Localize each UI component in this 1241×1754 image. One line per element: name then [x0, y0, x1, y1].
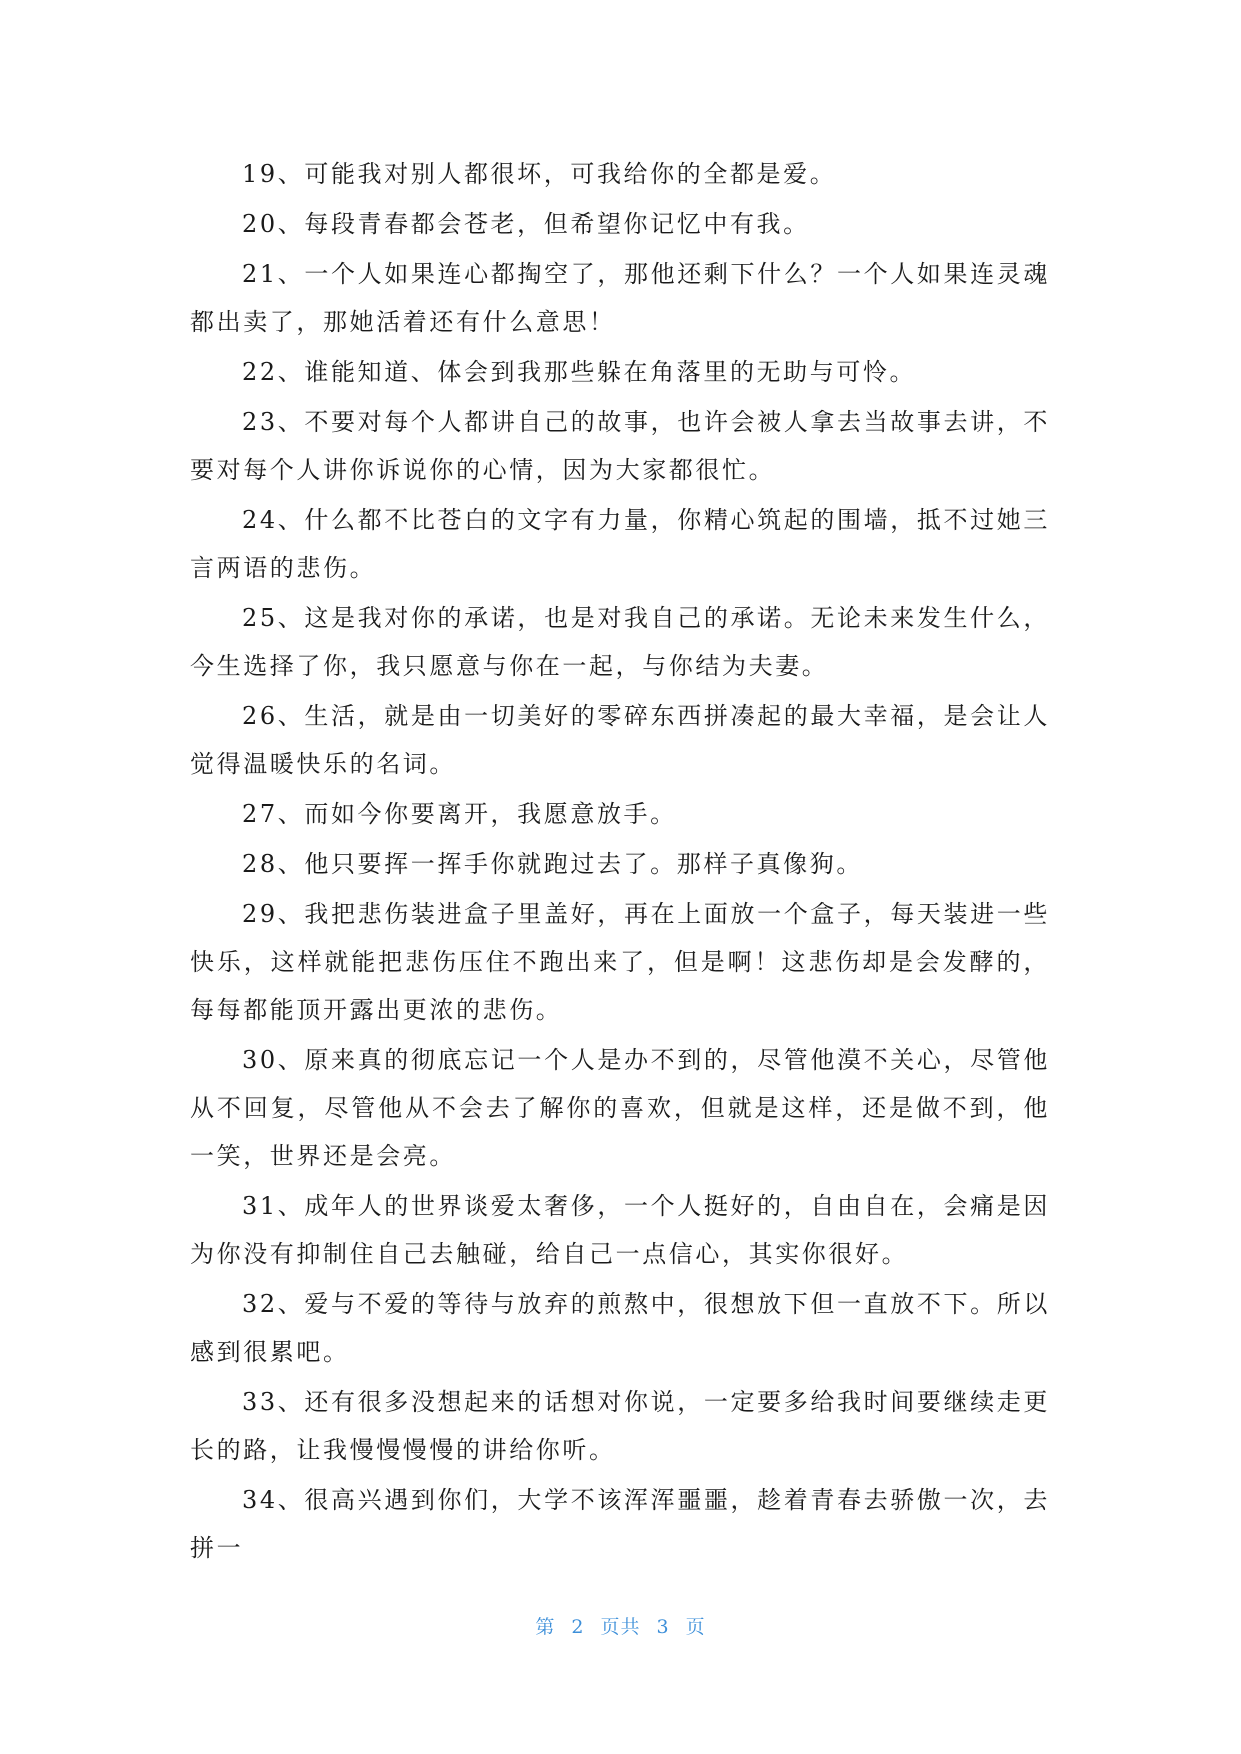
paragraph-31: 31、成年人的世界谈爱太奢侈，一个人挺好的，自由自在，会痛是因为你没有抑制住自己去触碰，给自己一点信心，其实你很好。: [190, 1192, 1050, 1268]
paragraph-22: 22、谁能知道、体会到我那些躲在角落里的无助与可怜。: [242, 358, 917, 386]
paragraph-20: 20、每段青春都会苍老，但希望你记忆中有我。: [242, 210, 810, 238]
page-footer: [0, 1612, 1241, 1639]
paragraph-19: 19、可能我对别人都很坏，可我给你的全都是爱。: [242, 160, 837, 188]
paragraph-23: 23、不要对每个人都讲自己的故事，也许会被人拿去当故事去讲，不要对每个人讲你诉说你的心情，因为大家都很忙。: [190, 408, 1050, 484]
document-body: [190, 150, 1050, 1574]
footer-di: 第: [535, 1616, 556, 1638]
paragraph-32: 32、爱与不爱的等待与放弃的煎熬中，很想放下但一直放不下。所以感到很累吧。: [190, 1290, 1050, 1366]
paragraph-34: 34、很高兴遇到你们，大学不该浑浑噩噩，趁着青春去骄傲一次，去拼一: [190, 1486, 1050, 1562]
paragraph-28: 28、他只要挥一挥手你就跑过去了。那样子真像狗。: [242, 850, 863, 878]
paragraph-25: 25、这是我对你的承诺，也是对我自己的承诺。无论未来发生什么，今生选择了你，我只愿意与你在一起，与你结为夫妻。: [190, 604, 1050, 680]
paragraph-27: 27、而如今你要离开，我愿意放手。: [242, 800, 677, 828]
paragraph-26: 26、生活，就是由一切美好的零碎东西拼凑起的最大幸福，是会让人觉得温暖快乐的名词。: [190, 702, 1050, 778]
footer-total-pages: 3: [656, 1616, 670, 1638]
paragraph-24: 24、什么都不比苍白的文字有力量，你精心筑起的围墙，抵不过她三言两语的悲伤。: [190, 506, 1050, 582]
paragraph-30: 30、原来真的彻底忘记一个人是办不到的，尽管他漠不关心，尽管他从不回复，尽管他从不会去了解你的喜欢，但就是这样，还是做不到，他一笑，世界还是会亮。: [190, 1046, 1050, 1170]
paragraph-21: 21、一个人如果连心都掏空了，那他还剩下什么？一个人如果连灵魂都出卖了，那她活着还有什么意思！: [190, 260, 1050, 336]
footer-ye-gong: 页共: [600, 1616, 641, 1638]
footer-ye: 页: [685, 1616, 706, 1638]
paragraph-29: 29、我把悲伤装进盒子里盖好，再在上面放一个盒子，每天装进一些快乐，这样就能把悲伤压住不跑出来了，但是啊！这悲伤却是会发酵的，每每都能顶开露出更浓的悲伤。: [190, 900, 1050, 1024]
paragraph-33: 33、还有很多没想起来的话想对你说，一定要多给我时间要继续走更长的路，让我慢慢慢慢的讲给你听。: [190, 1388, 1050, 1464]
footer-page-number: 2: [571, 1616, 585, 1638]
